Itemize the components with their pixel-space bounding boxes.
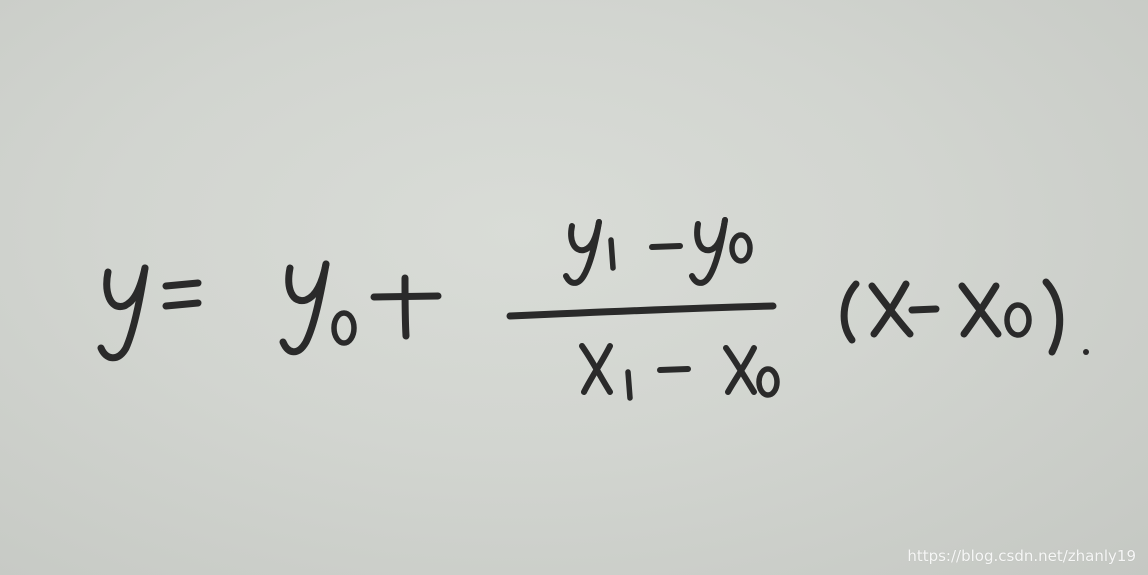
equals-sign: [166, 283, 198, 306]
numerator: [566, 220, 750, 283]
period-dot: [1083, 349, 1089, 355]
parenthetical: [844, 282, 1089, 355]
symbol-y0: [283, 264, 354, 352]
denominator: [582, 346, 777, 398]
watermark: https://blog.csdn.net/zhanly19: [907, 547, 1136, 565]
symbol-y: [101, 268, 145, 358]
fraction-bar: [510, 306, 773, 316]
plus-sign: [374, 278, 438, 336]
